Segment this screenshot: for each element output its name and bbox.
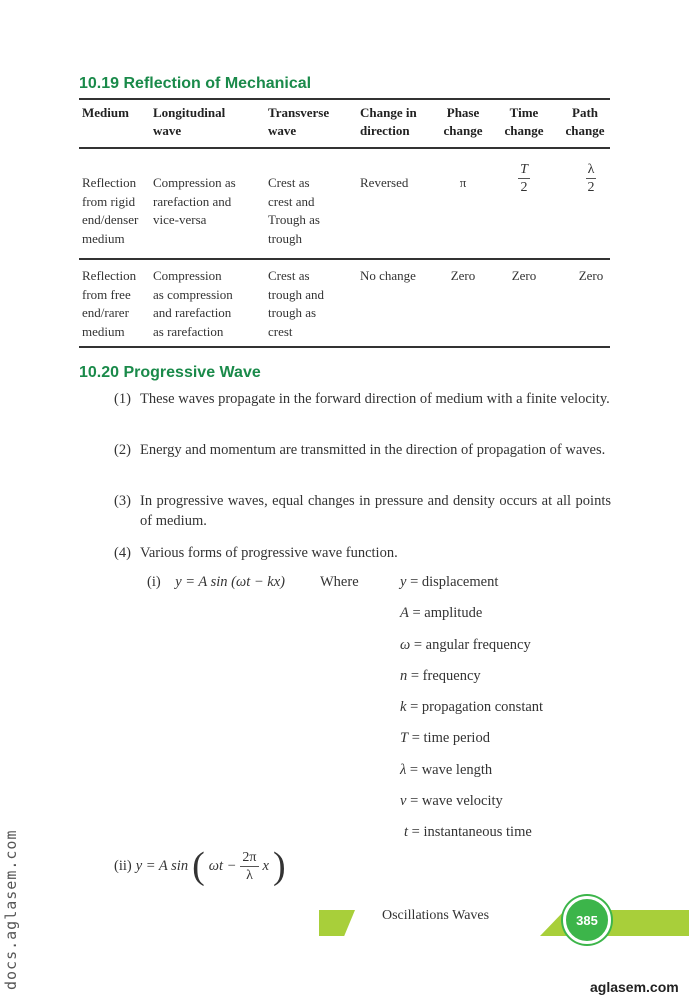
definition xyxy=(400,668,481,685)
cell-line: and rarefaction xyxy=(153,305,232,320)
symbol: ω xyxy=(400,637,411,653)
cell-line: end/denser xyxy=(82,212,139,227)
description: = frequency xyxy=(410,668,481,684)
cell-medium xyxy=(82,174,138,248)
cell-line: Trough as xyxy=(268,212,320,227)
cell-line: trough and xyxy=(268,286,324,302)
item-text: Energy and momentum are transmitted in the direction of propagation of waves. xyxy=(140,442,606,458)
item-number: (2) xyxy=(114,442,131,458)
header-line: Change in xyxy=(360,105,417,120)
cell-line: Crest as xyxy=(268,175,310,190)
cell-line: as rarefaction xyxy=(153,323,224,339)
cell-direction: No change xyxy=(360,268,416,283)
item-number: (3) xyxy=(114,493,131,509)
description: = wave velocity xyxy=(410,793,503,809)
header-line: wave xyxy=(153,123,182,138)
cell-line: vice-versa xyxy=(153,212,207,227)
site-logo-text: aglasem.com xyxy=(590,979,679,995)
cell-line: medium xyxy=(82,230,125,246)
symbol: t xyxy=(404,824,409,840)
symbol: k xyxy=(400,699,407,715)
item-number: (1) xyxy=(114,391,131,407)
symbol: y xyxy=(400,574,407,590)
cell-line: Crest as xyxy=(268,268,310,283)
formula-1 xyxy=(147,574,285,591)
description: = wave length xyxy=(409,762,493,778)
definition xyxy=(404,824,532,841)
section-heading-progressive: 10.20 Progressive Wave xyxy=(79,364,261,381)
formula-expression: y = A sin (ωt − kx) xyxy=(175,574,285,590)
header-line: direction xyxy=(360,123,410,138)
cell-line: Compression xyxy=(153,268,222,283)
header-line: change xyxy=(443,123,483,138)
item-number: (4) xyxy=(114,545,131,561)
fraction-numerator: λ xyxy=(587,162,595,177)
symbol: n xyxy=(400,668,408,684)
where-label: Where xyxy=(320,574,359,590)
cell-line: rarefaction and xyxy=(153,193,232,209)
fraction-numerator: T xyxy=(520,162,528,177)
cell-phase: π xyxy=(459,175,467,190)
cell-longitudinal xyxy=(153,267,233,341)
list-item xyxy=(114,543,611,563)
definition xyxy=(400,730,490,747)
cell-line: trough as xyxy=(268,305,317,320)
fraction-denominator: λ xyxy=(246,867,253,883)
header-line: wave xyxy=(268,123,297,138)
table-header-rule xyxy=(79,147,610,149)
header-path xyxy=(558,104,612,140)
fraction-numerator: 2π xyxy=(242,849,257,865)
symbol: T xyxy=(400,730,409,746)
symbol: v xyxy=(400,793,407,809)
header-line: Longitudinal xyxy=(153,105,226,120)
header-longitudinal xyxy=(153,104,225,140)
header-line: change xyxy=(504,123,544,138)
header-time xyxy=(496,104,552,140)
definition xyxy=(400,699,543,716)
symbol: A xyxy=(400,605,409,621)
cell-direction: Reversed xyxy=(360,175,409,190)
list-item xyxy=(114,440,611,460)
cell-phase: Zero xyxy=(450,268,476,283)
description: = propagation constant xyxy=(410,699,544,715)
item-text: In progressive waves, equal changes in pressure and density occurs at all points of medium. xyxy=(140,493,611,529)
fraction-denominator: 2 xyxy=(587,180,595,195)
item-text: These waves propagate in the forward direction of medium with a finite velocity. xyxy=(140,391,610,407)
table-bottom-rule xyxy=(79,346,610,348)
definition xyxy=(400,637,531,654)
cell-time: Zero xyxy=(511,268,537,283)
header-line: change xyxy=(565,123,605,138)
cell-line: as compression xyxy=(153,286,233,302)
formula-prefix: y = A sin xyxy=(135,857,189,874)
formula-inner: x xyxy=(262,857,269,874)
header-line: Transverse xyxy=(268,105,330,120)
header-line: Phase xyxy=(446,105,480,120)
description: = amplitude xyxy=(412,605,483,621)
description: = displacement xyxy=(410,574,499,590)
description: = instantaneous time xyxy=(411,824,532,840)
cell-line: medium xyxy=(82,323,125,339)
header-medium: Medium xyxy=(82,105,129,120)
definition xyxy=(400,762,492,779)
formula-inner: ωt − xyxy=(208,857,237,874)
item-text: Various forms of progressive wave function. xyxy=(140,545,398,561)
cell-line: Compression as xyxy=(153,175,236,190)
description: = time period xyxy=(411,730,490,746)
cell-line: Reflection xyxy=(82,268,137,283)
header-direction xyxy=(360,104,417,140)
description: = angular frequency xyxy=(413,637,531,653)
cell-longitudinal xyxy=(153,174,236,230)
header-transverse xyxy=(268,104,329,140)
header-line: Time xyxy=(509,105,539,120)
list-item xyxy=(114,389,611,409)
table-row-rule xyxy=(79,258,610,260)
cell-line: trough xyxy=(268,230,302,246)
definition xyxy=(400,793,503,810)
side-watermark: docs.aglasem.com xyxy=(2,829,20,990)
cell-time xyxy=(496,160,552,196)
formula-number: (ii) xyxy=(114,857,132,874)
left-paren: ( xyxy=(192,845,205,887)
cell-transverse xyxy=(268,174,320,248)
cell-path: Zero xyxy=(578,268,604,283)
table-top-rule xyxy=(79,98,610,100)
footer-accent-left xyxy=(319,910,355,936)
cell-line: end/rarer xyxy=(82,305,129,320)
section-heading-reflection: 10.19 Reflection of Mechanical xyxy=(79,75,312,92)
header-phase xyxy=(437,104,489,140)
cell-line: Reflection xyxy=(82,175,137,190)
cell-line: crest and xyxy=(268,193,315,209)
fraction-denominator: 2 xyxy=(520,180,528,195)
formula-2 xyxy=(114,846,286,886)
cell-line: from free xyxy=(82,286,131,302)
right-paren: ) xyxy=(272,845,286,887)
cell-path xyxy=(564,160,618,196)
chapter-name: Oscillations Waves xyxy=(382,908,490,923)
symbol: λ xyxy=(400,762,407,778)
list-item xyxy=(114,491,611,531)
definition xyxy=(400,605,482,622)
page-number-badge: 385 xyxy=(563,896,611,944)
header-line: Path xyxy=(572,105,598,120)
definition xyxy=(400,574,498,591)
cell-line: from rigid xyxy=(82,193,136,209)
cell-transverse xyxy=(268,267,324,341)
formula-number: (i) xyxy=(147,574,161,590)
cell-line: crest xyxy=(268,323,293,339)
cell-medium xyxy=(82,267,136,341)
